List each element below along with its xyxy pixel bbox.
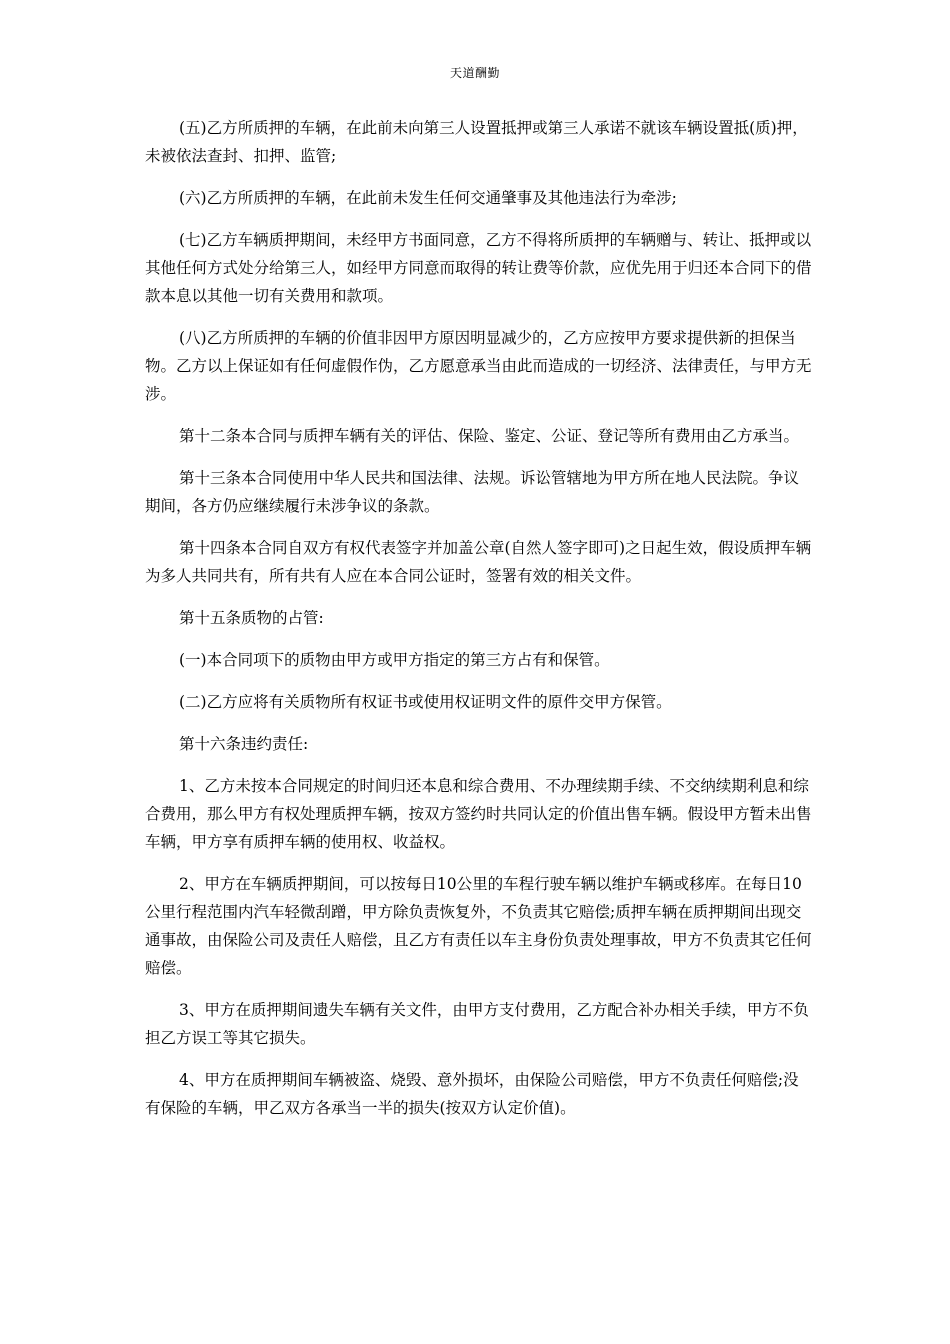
article-16-item-3: 3、甲方在质押期间遗失车辆有关文件，由甲方支付费用，乙方配合补办相关手续，甲方不负担乙方误工等其它损失。 bbox=[145, 1001, 809, 1047]
article-13-governing-law: 第十三条本合同使用中华人民共和国法律、法规。诉讼管辖地为甲方所在地人民法院。争议期间，各方仍应继续履行未涉争议的条款。 bbox=[145, 469, 800, 515]
clause-7-no-disposal: (七)乙方车辆质押期间，未经甲方书面同意，乙方不得将所质押的车辆赠与、转让、抵押或以其他任何方式处分给第三人，如经甲方同意而取得的转让费等价款，应优先用于归还本合同下的借款本息以其他一切有关费用和款项。 bbox=[145, 231, 812, 305]
article-12-fees: 第十二条本合同与质押车辆有关的评估、保险、鉴定、公证、登记等所有费用由乙方承当。 bbox=[179, 427, 800, 445]
article-16-heading: 第十六条违约责任: bbox=[179, 735, 309, 753]
document-body bbox=[145, 114, 813, 1136]
article-15-item-2: (二)乙方应将有关质物所有权证书或使用权证明文件的原件交甲方保管。 bbox=[179, 693, 672, 711]
clause-8-value-decrease: (八)乙方所质押的车辆的价值非因甲方原因明显减少的，乙方应按甲方要求提供新的担保当物。乙方以上保证如有任何虚假作伪，乙方愿意承当由此而造成的一切经济、法律责任，与甲方无涉。 bbox=[145, 329, 812, 403]
page-header: 天道酬勤 bbox=[449, 66, 500, 80]
article-16-item-4: 4、甲方在质押期间车辆被盗、烧毁、意外损坏，由保险公司赔偿，甲方不负责任何赔偿;没有保险的车辆，甲乙双方各承当一半的损失(按双方认定价值)。 bbox=[145, 1071, 799, 1117]
clause-5-no-encumbrance: (五)乙方所质押的车辆，在此前未向第三人设置抵押或第三人承诺不就该车辆设置抵(质)押，未被依法查封、扣押、监管; bbox=[145, 119, 808, 165]
article-14-effectiveness: 第十四条本合同自双方有权代表签字并加盖公章(自然人签字即可)之日起生效，假设质押车辆为多人共同共有，所有共有人应在本合同公证时，签署有效的相关文件。 bbox=[145, 539, 812, 585]
article-16-item-1: 1、乙方未按本合同规定的时间归还本息和综合费用、不办理续期手续、不交纳续期利息和综合费用，那么甲方有权处理质押车辆，按双方签约时共同认定的价值出售车辆。假设甲方暂未出售车辆，甲方享有质押车辆的使用权、收益权。 bbox=[145, 777, 812, 851]
article-15-heading: 第十五条质物的占管: bbox=[179, 609, 324, 627]
clause-6-no-violation: (六)乙方所质押的车辆，在此前未发生任何交通肇事及其他违法行为牵涉; bbox=[179, 189, 677, 207]
article-15-item-1: (一)本合同项下的质物由甲方或甲方指定的第三方占有和保管。 bbox=[179, 651, 610, 669]
article-16-item-2: 2、甲方在车辆质押期间，可以按每日10公里的车程行驶车辆以维护车辆或移库。在每日10公里行程范围内汽车轻微刮蹭，甲方除负责恢复外，不负责其它赔偿;质押车辆在质押期间出现交通事故，由保险公司及责任人赔偿，且乙方有责任以车主身份负责处理事故，甲方不负责其它任何赔偿。 bbox=[145, 875, 812, 977]
